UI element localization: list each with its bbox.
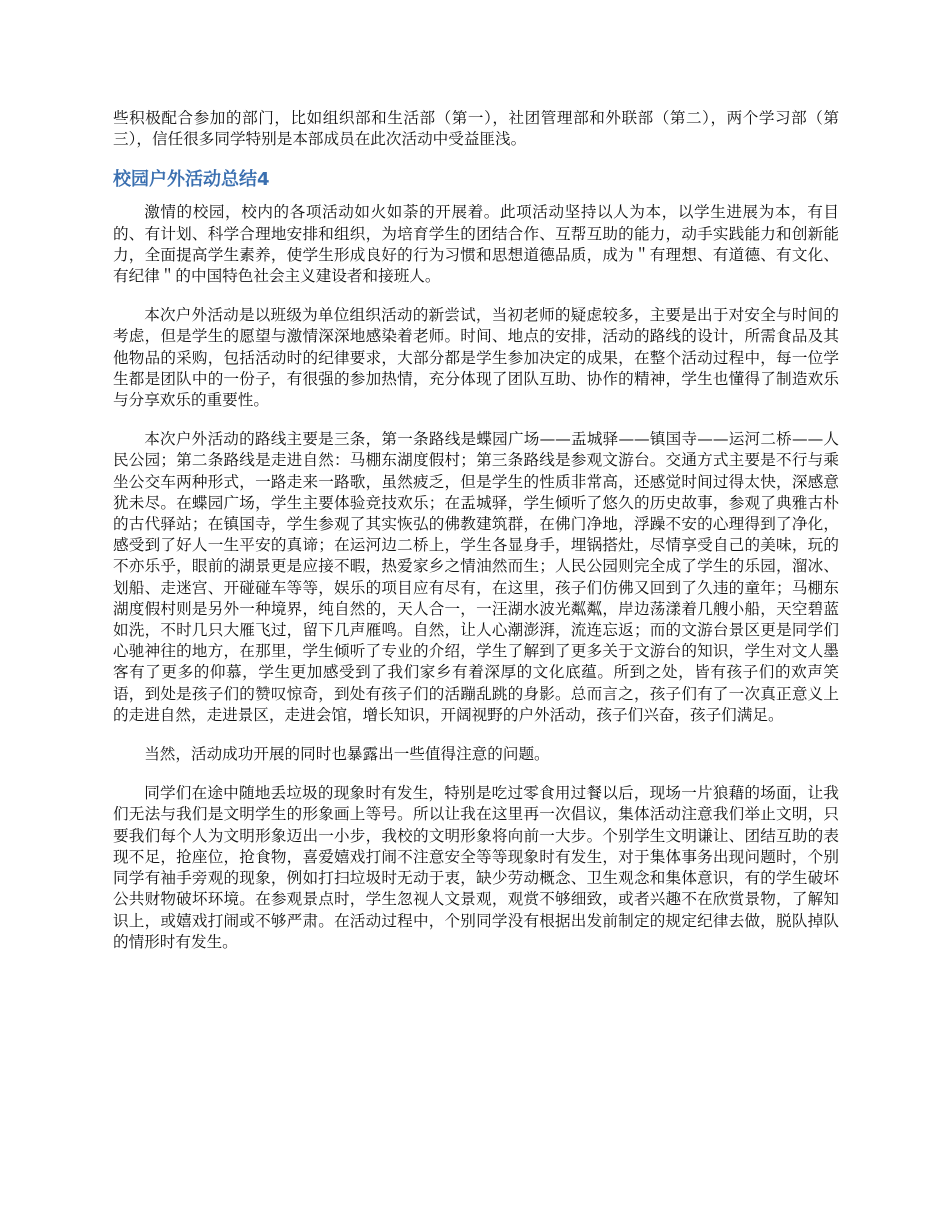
intro-paragraph: 些积极配合参加的部门，比如组织部和生活部（第一），社团管理部和外联部（第二），两个学习部（第三），信任很多同学特别是本部成员在此次活动中受益匪浅。 bbox=[113, 109, 839, 149]
body-paragraph-5: 同学们在途中随地丢垃圾的现象时有发生，特别是吃过零食用过餐以后，现场一片狼藉的场面，让我们无法与我们是文明学生的形象画上等号。所以让我在这里再一次倡议，集体活动注意我们举止文明，只要我们每个人为文明形象迈出一小步，我校的文明形象将向前一大步。个别学生文明谦让、团结互助的表现不足，抢座位，抢食物，喜爱嬉戏打闹不注意安全等等现象时有发生，对于集体事务出现问题时，个别同学有袖手旁观的现象，例如打扫垃圾时无动于衷，缺少劳动概念、卫生观念和集体意识，有的学生破坏公共财物破坏环境。在参观景点时，学生忽视人文景观，观赏不够细致，或者兴趣不在欣赏景物，了解知识上，或嬉戏打闹或不够严肃。在活动过程中，个别同学没有根据出发前制定的规定纪律去做，脱队掉队的情形时有发生。 bbox=[113, 784, 839, 951]
document-page bbox=[113, 108, 839, 971]
body-paragraph-3: 本次户外活动的路线主要是三条，第一条路线是蝶园广场——盂城驿——镇国寺——运河二桥——人民公园；第二条路线是走进自然：马棚东湖度假村；第三条路线是参观文游台。交通方式主要是不行与乘坐公交车两种形式，一路走来一路歌，虽然疲乏，但是学生的性质非常高，还感觉时间过得太快，深感意犹未尽。在蝶园广场，学生主要体验竞技欢乐；在盂城驿，学生倾听了悠久的历史故事，参观了典雅古朴的古代驿站；在镇国寺，学生参观了其实恢弘的佛教建筑群，在佛门净地，浮躁不安的心理得到了净化，感受到了好人一生平安的真谛；在运河边二桥上，学生各显身手，埋锅搭灶，尽情享受自己的美味，玩的不亦乐乎，眼前的湖景更是应接不暇，热爱家乡之情油然而生；人民公园则完全成了学生的乐园，溜冰、划船、走迷宫、开碰碰车等等，娱乐的项目应有尽有，在这里，孩子们仿佛又回到了久违的童年；马棚东湖度假村则是另外一种境界，纯自然的，天人合一，一汪湖水波光粼粼，岸边荡漾着几艘小船，天空碧蓝如洗，不时几只大雁飞过，留下几声雁鸣。自然，让人心潮澎湃，流连忘返；而的文游台景区更是同学们心驰神往的地方，在那里，学生倾听了专业的介绍，学生了解到了更多关于文游台的知识，学生对文人墨客有了更多的仰慕，学生更加感受到了我们家乡有着深厚的文化底蕴。所到之处，皆有孩子们的欢声笑语，到处是孩子们的赞叹惊奇，到处有孩子们的活蹦乱跳的身影。总而言之，孩子们有了一次真正意义上的走进自然，走进景区，走进会馆，增长知识，开阔视野的户外活动，孩子们兴奋，孩子们满足。 bbox=[113, 430, 839, 724]
body-paragraph-1: 激情的校园，校内的各项活动如火如荼的开展着。此项活动坚持以人为本，以学生进展为本，有目的、有计划、科学合理地安排和组织，为培育学生的团结合作、互帮互助的能力，动手实践能力和创新能力，全面提高学生素养，使学生形成良好的行为习惯和思想道德品质，成为＂有理想、有道德、有文化、有纪律＂的中国特色社会主义建设者和接班人。 bbox=[113, 203, 839, 286]
body-paragraph-2: 本次户外活动是以班级为单位组织活动的新尝试，当初老师的疑虑较多，主要是出于对安全与时间的考虑，但是学生的愿望与激情深深地感染着老师。时间、地点的安排，活动的路线的设计，所需食品及其他物品的采购，包括活动时的纪律要求，大部分都是学生参加决定的成果，在整个活动过程中，每一位学生都是团队中的一份子，有很强的参加热情，充分体现了团队互助、协作的精神，学生也懂得了制造欢乐与分享欢乐的重要性。 bbox=[113, 306, 839, 410]
body-paragraph-4: 当然，活动成功开展的同时也暴露出一些值得注意的问题。 bbox=[144, 745, 550, 764]
section-heading: 校园户外活动总结4 bbox=[113, 169, 270, 191]
